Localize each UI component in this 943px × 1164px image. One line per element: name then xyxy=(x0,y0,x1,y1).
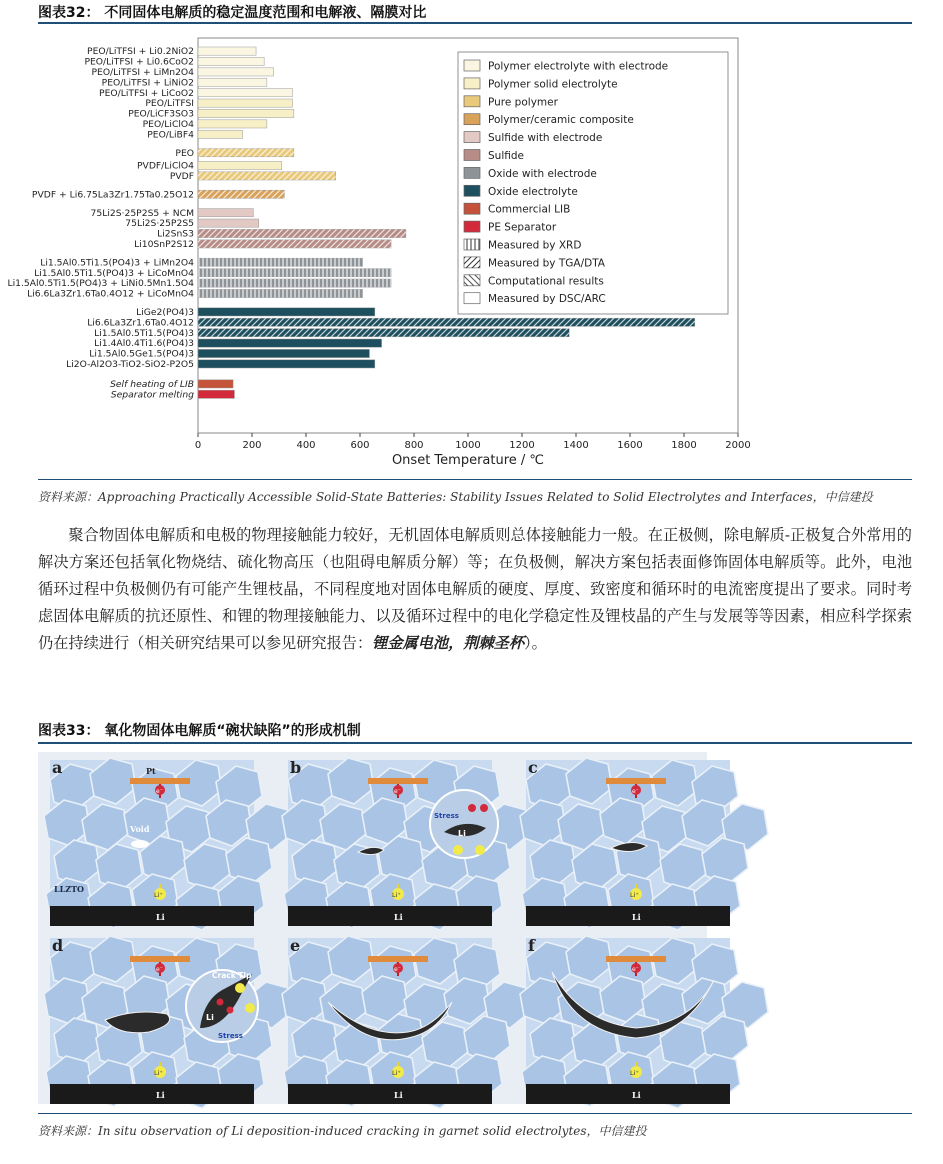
li-anode xyxy=(526,1084,730,1104)
legend-swatch xyxy=(464,78,480,89)
x-tick-label: 600 xyxy=(350,440,370,451)
category-label: Li2O-Al2O3-TiO2-SiO2-P2O5 xyxy=(66,359,194,370)
category-label: Self heating of LIB xyxy=(110,379,194,390)
bar xyxy=(198,219,259,227)
legend-swatch xyxy=(464,96,480,107)
onset-temperature-chart xyxy=(7,30,778,470)
panel-illustration xyxy=(50,760,254,926)
category-label: Li1.5Al0.5Ti1.5(PO4)3 + LiCoMnO4 xyxy=(34,267,194,279)
bar-hatch xyxy=(198,172,336,180)
bar xyxy=(198,57,264,65)
category-label: PEO/LiTFSI + LiMn2O4 xyxy=(91,67,194,78)
li-anode xyxy=(526,906,730,926)
bar xyxy=(198,130,243,138)
category-label: LiGe2(PO4)3 xyxy=(136,307,194,318)
svg-text:Li⁺: Li⁺ xyxy=(154,891,163,899)
category-label: PEO/LiCF3SO3 xyxy=(128,108,194,120)
legend-entry: Computational results xyxy=(488,275,604,288)
svg-text:Li⁺: Li⁺ xyxy=(630,891,639,899)
li-anode-label: Li xyxy=(394,1090,403,1100)
category-label: PEO/LiTFSI xyxy=(145,98,194,110)
bar xyxy=(198,360,375,368)
legend-swatch xyxy=(464,221,480,232)
category-label: Li10SnP2S12 xyxy=(134,239,194,250)
svg-text:e⁻: e⁻ xyxy=(156,966,163,973)
panel-c xyxy=(526,760,730,926)
category-label: Li2SnS3 xyxy=(157,228,194,240)
svg-text:Li: Li xyxy=(458,829,466,838)
pt-electrode xyxy=(606,778,666,784)
bar-hatch xyxy=(198,190,284,198)
svg-text:e⁻: e⁻ xyxy=(632,788,639,795)
x-tick-label: 1400 xyxy=(563,440,589,451)
report-link-emphasis: 锂金属电池，荆棘圣杯 xyxy=(372,634,524,652)
panel-label-f: f xyxy=(528,936,535,955)
legend-entry: Polymer electrolyte with electrode xyxy=(488,60,669,73)
bar-hatch xyxy=(198,269,391,277)
panel-label-e: e xyxy=(290,936,301,955)
panel-f xyxy=(526,938,730,1104)
legend-entry: Measured by TGA/DTA xyxy=(488,257,605,270)
body-paragraph xyxy=(38,522,912,657)
category-label: Li1.4Al0.4Ti1.6(PO4)3 xyxy=(94,338,194,350)
legend-swatch xyxy=(464,60,480,71)
figure33-bottom-rule xyxy=(38,1113,912,1114)
panel-label-d: d xyxy=(52,936,64,955)
bar xyxy=(198,120,267,128)
li-anode xyxy=(288,906,492,926)
legend-swatch-hatch xyxy=(464,257,480,268)
li-anode xyxy=(50,906,254,926)
svg-text:e⁻: e⁻ xyxy=(156,788,163,795)
x-tick-label: 1200 xyxy=(509,440,535,451)
legend-entry: Polymer/ceramic composite xyxy=(488,114,634,127)
figure33-title-rule xyxy=(38,742,912,744)
paragraph-text: 聚合物固体电解质和电极的物理接触能力较好，无机固体电解质则总体接触能力一般。在正极侧，除电解质-正极复合外常用的解决方案还包括氧化物烧结、硫化物高压（也阻碍电解质分解）等；在负极侧，解决方案包括表面修饰固体电解质等。此外，电池循环过程中负极侧仍有可能产生锂枝晶，不同程度地对固体电解质的硬度、厚度、致密度和循环时的电流密度提出了要求。同时考虑固体电解质的抗还原性、和锂的物理接触能力、以及循环过程中的电化学稳定性及锂枝晶的产生与发展等等因素，相应科学探索仍在持续进行（相关研究结果可以参见研究报告： xyxy=(38,526,912,652)
figure32-title-rule xyxy=(38,22,912,24)
legend-swatch-hatch xyxy=(464,239,480,250)
category-label: Li1.5Al0.5Ti1.5(PO4)3 + LiMn2O4 xyxy=(40,257,194,269)
bar xyxy=(198,109,294,117)
category-label: Li1.5Al0.5Ge1.5(PO4)3 xyxy=(89,348,194,360)
category-label: Separator melting xyxy=(110,389,194,401)
x-tick-label: 800 xyxy=(404,440,424,451)
figure33-title: 图表33： 氧化物固体电解质“碗状缺陷”的形成机制 xyxy=(38,723,361,739)
bar xyxy=(198,99,293,107)
bar xyxy=(198,349,369,357)
pt-electrode xyxy=(130,778,190,784)
pt-electrode xyxy=(130,956,190,962)
pt-electrode xyxy=(368,778,428,784)
category-labels xyxy=(7,46,194,400)
svg-text:Li⁺: Li⁺ xyxy=(392,1069,401,1077)
bar-hatch xyxy=(198,149,294,157)
panel-label-c: c xyxy=(528,758,538,777)
legend-entry: Polymer solid electrolyte xyxy=(488,78,618,91)
svg-text:e⁻: e⁻ xyxy=(394,966,401,973)
svg-text:Li⁺: Li⁺ xyxy=(630,1069,639,1077)
x-axis-label: Onset Temperature / ℃ xyxy=(391,453,545,468)
bar xyxy=(198,78,267,86)
category-label: PEO/LiTFSI + LiCoO2 xyxy=(99,87,194,99)
x-tick-label: 1600 xyxy=(617,440,643,451)
pt-electrode xyxy=(606,956,666,962)
svg-text:e⁻: e⁻ xyxy=(632,966,639,973)
category-label: Li1.5Al0.5Ti1.5(PO4)3 xyxy=(94,327,194,339)
x-tick-label: 2000 xyxy=(725,440,751,451)
legend-swatch xyxy=(464,132,480,143)
legend-entry: Measured by XRD xyxy=(488,239,582,252)
category-label: Li6.6La3Zr1.6Ta0.4O12 + LiCoMnO4 xyxy=(27,288,194,300)
void-label: Void xyxy=(130,824,150,834)
bar-hatch xyxy=(198,258,363,266)
category-label: 75Li2S·25P2S5 + NCM xyxy=(90,207,194,219)
legend-swatch xyxy=(464,114,480,125)
bar xyxy=(198,390,234,398)
zoom-inset-crack-tip xyxy=(186,970,258,1042)
legend-swatch xyxy=(464,203,480,214)
panel-illustration xyxy=(288,760,492,926)
bar-hatch xyxy=(198,229,406,237)
li-anode-label: Li xyxy=(394,912,403,922)
legend-entry: Sulfide xyxy=(488,150,524,162)
panel-illustration xyxy=(526,760,730,926)
panel-b xyxy=(288,760,492,926)
li-anode-label: Li xyxy=(632,1090,641,1100)
bar xyxy=(198,339,382,347)
svg-text:Stress: Stress xyxy=(434,812,459,820)
paragraph-tail: ）。 xyxy=(524,634,547,652)
bar xyxy=(198,89,293,97)
category-label: PEO/LiTFSI + LiNiO2 xyxy=(101,77,194,89)
figure32-source: 资料来源：Approaching Practically Accessible Solid-State Batteries: Stability Issues Related to Solid Electrolytes and Interfaces，中信建投 xyxy=(38,490,873,504)
bar xyxy=(198,380,233,388)
panel-e xyxy=(288,938,492,1104)
llzto-label: LLZTO xyxy=(54,884,85,894)
bar-hatch xyxy=(198,329,569,337)
category-label: PVDF/LiClO4 xyxy=(137,160,194,172)
chart-legend xyxy=(458,52,728,314)
legend-entry: Sulfide with electrode xyxy=(488,132,603,145)
svg-text:Stress: Stress xyxy=(218,1032,243,1040)
category-label: PVDF + Li6.75La3Zr1.75Ta0.25O12 xyxy=(31,189,194,201)
bar xyxy=(198,68,274,76)
crack-mechanism-figure xyxy=(38,752,707,1104)
panel-illustration xyxy=(50,938,254,1104)
legend-entry: Oxide with electrode xyxy=(488,167,597,180)
category-label: PEO/LiTFSI + Li0.2NiO2 xyxy=(87,46,194,58)
li-anode-label: Li xyxy=(156,1090,165,1100)
bar xyxy=(198,161,282,169)
figure33-source: 资料来源：In situ observation of Li deposition-induced cracking in garnet solid electrolytes，中信建投 xyxy=(38,1124,647,1138)
category-label: PVDF xyxy=(169,171,194,182)
bar-hatch xyxy=(198,240,391,248)
legend-entry: PE Separator xyxy=(488,221,557,234)
legend-entry: Measured by DSC/ARC xyxy=(488,293,606,306)
bar xyxy=(198,47,256,55)
bar-hatch xyxy=(198,318,695,326)
category-label: Li1.5Al0.5Ti1.5(PO4)3 + LiNi0.5Mn1.5O4 xyxy=(7,278,194,290)
bar xyxy=(198,209,253,217)
x-axis-ticks xyxy=(195,433,751,451)
legend-swatch-hatch xyxy=(464,275,480,286)
x-tick-label: 1000 xyxy=(455,440,481,451)
category-label: PEO/LiClO4 xyxy=(142,119,194,130)
zoom-inset-stress xyxy=(430,790,498,858)
category-label: PEO/LiBF4 xyxy=(147,129,194,141)
figure32-title: 图表32： 不同固体电解质的稳定温度范围和电解液、隔膜对比 xyxy=(38,5,427,21)
bar-hatch xyxy=(198,279,391,287)
bar-hatch xyxy=(198,289,363,297)
li-anode xyxy=(50,1084,254,1104)
li-anode-label: Li xyxy=(156,912,165,922)
x-tick-label: 1800 xyxy=(671,440,697,451)
svg-text:Crack Tip: Crack Tip xyxy=(212,971,252,980)
svg-text:e⁻: e⁻ xyxy=(394,788,401,795)
panel-d xyxy=(50,938,254,1104)
void xyxy=(131,840,149,848)
panel-illustration xyxy=(526,938,730,1104)
category-label: PEO/LiTFSI + Li0.6CoO2 xyxy=(84,56,194,68)
category-label: 75Li2S·25P2S5 xyxy=(125,218,194,230)
bar xyxy=(198,308,375,316)
pt-label: Pt xyxy=(146,766,156,776)
legend-entry: Commercial LIB xyxy=(488,203,571,216)
category-label: PEO xyxy=(175,147,194,159)
legend-swatch xyxy=(464,185,480,196)
legend-swatch xyxy=(464,167,480,178)
x-tick-label: 400 xyxy=(296,440,316,451)
li-anode-label: Li xyxy=(632,912,641,922)
svg-text:Li: Li xyxy=(206,1013,214,1022)
svg-text:Li⁺: Li⁺ xyxy=(154,1069,163,1077)
panel-illustration xyxy=(288,938,492,1104)
panel-label-a: a xyxy=(52,758,63,777)
legend-swatch xyxy=(464,293,480,304)
x-tick-label: 0 xyxy=(194,440,202,451)
figure32-bottom-rule xyxy=(38,479,912,480)
pt-electrode xyxy=(368,956,428,962)
legend-entry: Oxide electrolyte xyxy=(488,185,578,198)
panel-label-b: b xyxy=(290,758,302,777)
x-tick-label: 200 xyxy=(242,440,262,451)
panel-a xyxy=(50,760,254,926)
li-anode xyxy=(288,1084,492,1104)
svg-text:Li⁺: Li⁺ xyxy=(392,891,401,899)
legend-entry: Pure polymer xyxy=(488,96,558,109)
category-label: Li6.6La3Zr1.6Ta0.4O12 xyxy=(87,317,194,329)
legend-swatch xyxy=(464,150,480,161)
